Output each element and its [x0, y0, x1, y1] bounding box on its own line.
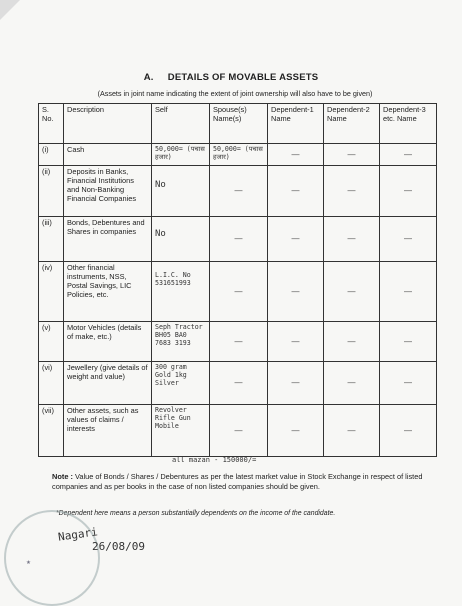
note [52, 472, 437, 492]
row-d2: — [324, 322, 380, 362]
row-sno: (i) [39, 144, 64, 166]
row-sno: (iii) [39, 217, 64, 262]
note-label: Note : [52, 472, 73, 481]
footnote: *Dependent here means a person substantially dependents on the income of the candidate. [56, 510, 336, 517]
section-heading [0, 72, 462, 83]
row-d3: — [380, 217, 437, 262]
row-self: Seph Tractor BH05 BA0 7683 3193 [152, 322, 210, 362]
row-d1: — [268, 262, 324, 322]
row-d3: — [380, 362, 437, 405]
row-description: Other financial instruments, NSS, Postal Savings, LIC Policies, etc. [64, 262, 152, 322]
row-self: Revolver Rifle Gun Mobile [152, 405, 210, 457]
row-d1: — [268, 217, 324, 262]
col-sno: S. No. [39, 104, 64, 144]
table-row [39, 405, 437, 457]
row-sno: (vii) [39, 405, 64, 457]
row-d2: — [324, 166, 380, 217]
official-stamp [4, 510, 100, 606]
row-sno: (iv) [39, 262, 64, 322]
row-description: Cash [64, 144, 152, 166]
row-self: 300 gram Gold 1kg Silver [152, 362, 210, 405]
row-d1: — [268, 405, 324, 457]
row-d3: — [380, 322, 437, 362]
row-spouse: 50,000= (पचास हजार) [210, 144, 268, 166]
movable-assets-table [38, 103, 437, 457]
col-dependent-2: Dependent-2 Name [324, 104, 380, 144]
row-d2: — [324, 405, 380, 457]
table-row [39, 144, 437, 166]
row-spouse: — [210, 166, 268, 217]
col-dependent-3: Dependent-3 etc. Name [380, 104, 437, 144]
row-sno: (vi) [39, 362, 64, 405]
signature-date: 26/08/09 [92, 540, 145, 553]
row-self: L.I.C. No 531651993 [152, 262, 210, 322]
col-description: Description [64, 104, 152, 144]
row-d2: — [324, 144, 380, 166]
row-d3: — [380, 144, 437, 166]
row-spouse: — [210, 217, 268, 262]
row-d1: — [268, 362, 324, 405]
signature: Nagari [57, 525, 99, 544]
col-self: Self [152, 104, 210, 144]
subheading: (Assets in joint name indicating the extent of joint ownership will also have to be given) [97, 89, 373, 98]
row-spouse: — [210, 405, 268, 457]
heading-prefix: A. [143, 72, 154, 83]
table-row [39, 262, 437, 322]
row-d1: — [268, 166, 324, 217]
row-sno: (ii) [39, 166, 64, 217]
row-d3: — [380, 262, 437, 322]
table-row [39, 217, 437, 262]
row-d1: — [268, 144, 324, 166]
row-self: No [152, 166, 210, 217]
stamp-lettering: ★ [26, 560, 31, 566]
row-description: Other assets, such as values of claims / interests [64, 405, 152, 457]
page-fold [0, 0, 20, 20]
row-self: No [152, 217, 210, 262]
row-spouse: — [210, 322, 268, 362]
row-d2: — [324, 217, 380, 262]
row-sno: (v) [39, 322, 64, 362]
row-d3: — [380, 405, 437, 457]
note-text: Value of Bonds / Shares / Debentures as per the latest market value in Stock Exchange in respect of listed companies and as per books in the case of non listed companies should be given. [52, 472, 423, 491]
table-row [39, 166, 437, 217]
row-self: 50,000= (पचास हजार) [152, 144, 210, 166]
handwritten-total: all mazan - 150000/= [172, 456, 257, 464]
row-d1: — [268, 322, 324, 362]
table-row [39, 362, 437, 405]
row-d2: — [324, 262, 380, 322]
col-dependent-1: Dependent-1 Name [268, 104, 324, 144]
row-d2: — [324, 362, 380, 405]
table-header-row [39, 104, 437, 144]
row-spouse: — [210, 362, 268, 405]
row-description: Deposits in Banks, Financial Institutions and Non-Banking Financial Companies [64, 166, 152, 217]
row-d3: — [380, 166, 437, 217]
row-description: Jewellery (give details of weight and value) [64, 362, 152, 405]
col-spouse: Spouse(s) Name(s) [210, 104, 268, 144]
row-description: Bonds, Debentures and Shares in companies [64, 217, 152, 262]
row-spouse: — [210, 262, 268, 322]
heading-text: DETAILS OF MOVABLE ASSETS [167, 72, 319, 83]
row-description: Motor Vehicles (details of make, etc.) [64, 322, 152, 362]
table-row [39, 322, 437, 362]
